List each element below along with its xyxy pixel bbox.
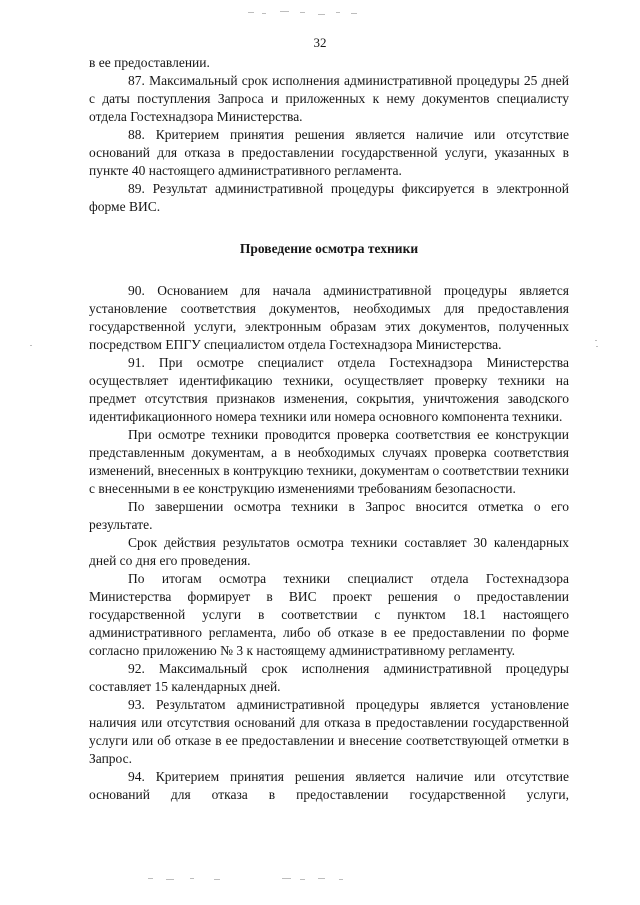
paragraph-87: 87. Максимальный срок исполнения административной процедуры 25 дней с даты поступления Запроса и приложенных к нему документов специалисту отдела Гостехнадзора Министерства. [89, 73, 569, 124]
document-body [89, 54, 569, 804]
paragraph-93: 93. Результатом административной процедуры является установление наличия или отсутствия оснований для отказа в предоставлении государственной услуги или об отказе в ее предоставлении и внесение соответствующей отметки в Запрос. [89, 697, 569, 766]
paragraph-inspection-mark: По завершении осмотра техники в Запрос вносится отметка о его результате. [89, 499, 569, 532]
section-heading: Проведение осмотра техники [239, 241, 419, 256]
paragraph-90: 90. Основанием для начала административной процедуры является установление соответствия документов, необходимых для предоставления государственной услуги, электронным образам этих документов, полученных посредством ЕПГУ специалистом отдела Гостехнадзора Министерства. [89, 283, 569, 352]
paragraph-continuation: в ее предоставлении. [89, 55, 210, 70]
paragraph-inspection-check: При осмотре техники проводится проверка соответствия ее конструкции представленным документам, а в необходимых случаях проверка соответствия изменений, внесенных в контрукцию техники, документам о соответствии техники с внесенными в ее конструкцию изменениями требованиям безопасности. [89, 427, 569, 496]
paragraph-validity-term: Срок действия результатов осмотра техники составляет 30 календарных дней со дня его проведения. [89, 535, 569, 568]
paragraph-92: 92. Максимальный срок исполнения административной процедуры составляет 15 календарных дней. [89, 661, 569, 694]
paragraph-89: 89. Результат административной процедуры фиксируется в электронной форме ВИС. [89, 181, 569, 214]
paragraph-88: 88. Критерием принятия решения является наличие или отсутствие оснований для отказа в предоставлении государственной услуги, указанных в пункте 40 настоящего административного регламента. [89, 127, 569, 178]
paragraph-91: 91. При осмотре специалист отдела Гостехнадзора Министерства осуществляет идентификацию техники, осуществляет проверку техники на предмет отсутствия признаков изменения, сокрытия, уничтожения заводского идентификационного номера техники или номера основного компонента техники. [89, 355, 569, 424]
page-number: 32 [313, 35, 327, 50]
paragraph-draft-decision: По итогам осмотра техники специалист отдела Гостехнадзора Министерства формирует в ВИС проект решения о предоставлении государственной услуги в соответствии с пунктом 18.1 настоящего административного регламента, либо об отказе в ее предоставлении по форме согласно приложению № 3 к настоящему административному регламенту. [89, 571, 569, 658]
paragraph-94: 94. Критерием принятия решения является наличие или отсутствие оснований для отказа в предоставлении государственной услуги, [89, 769, 569, 802]
